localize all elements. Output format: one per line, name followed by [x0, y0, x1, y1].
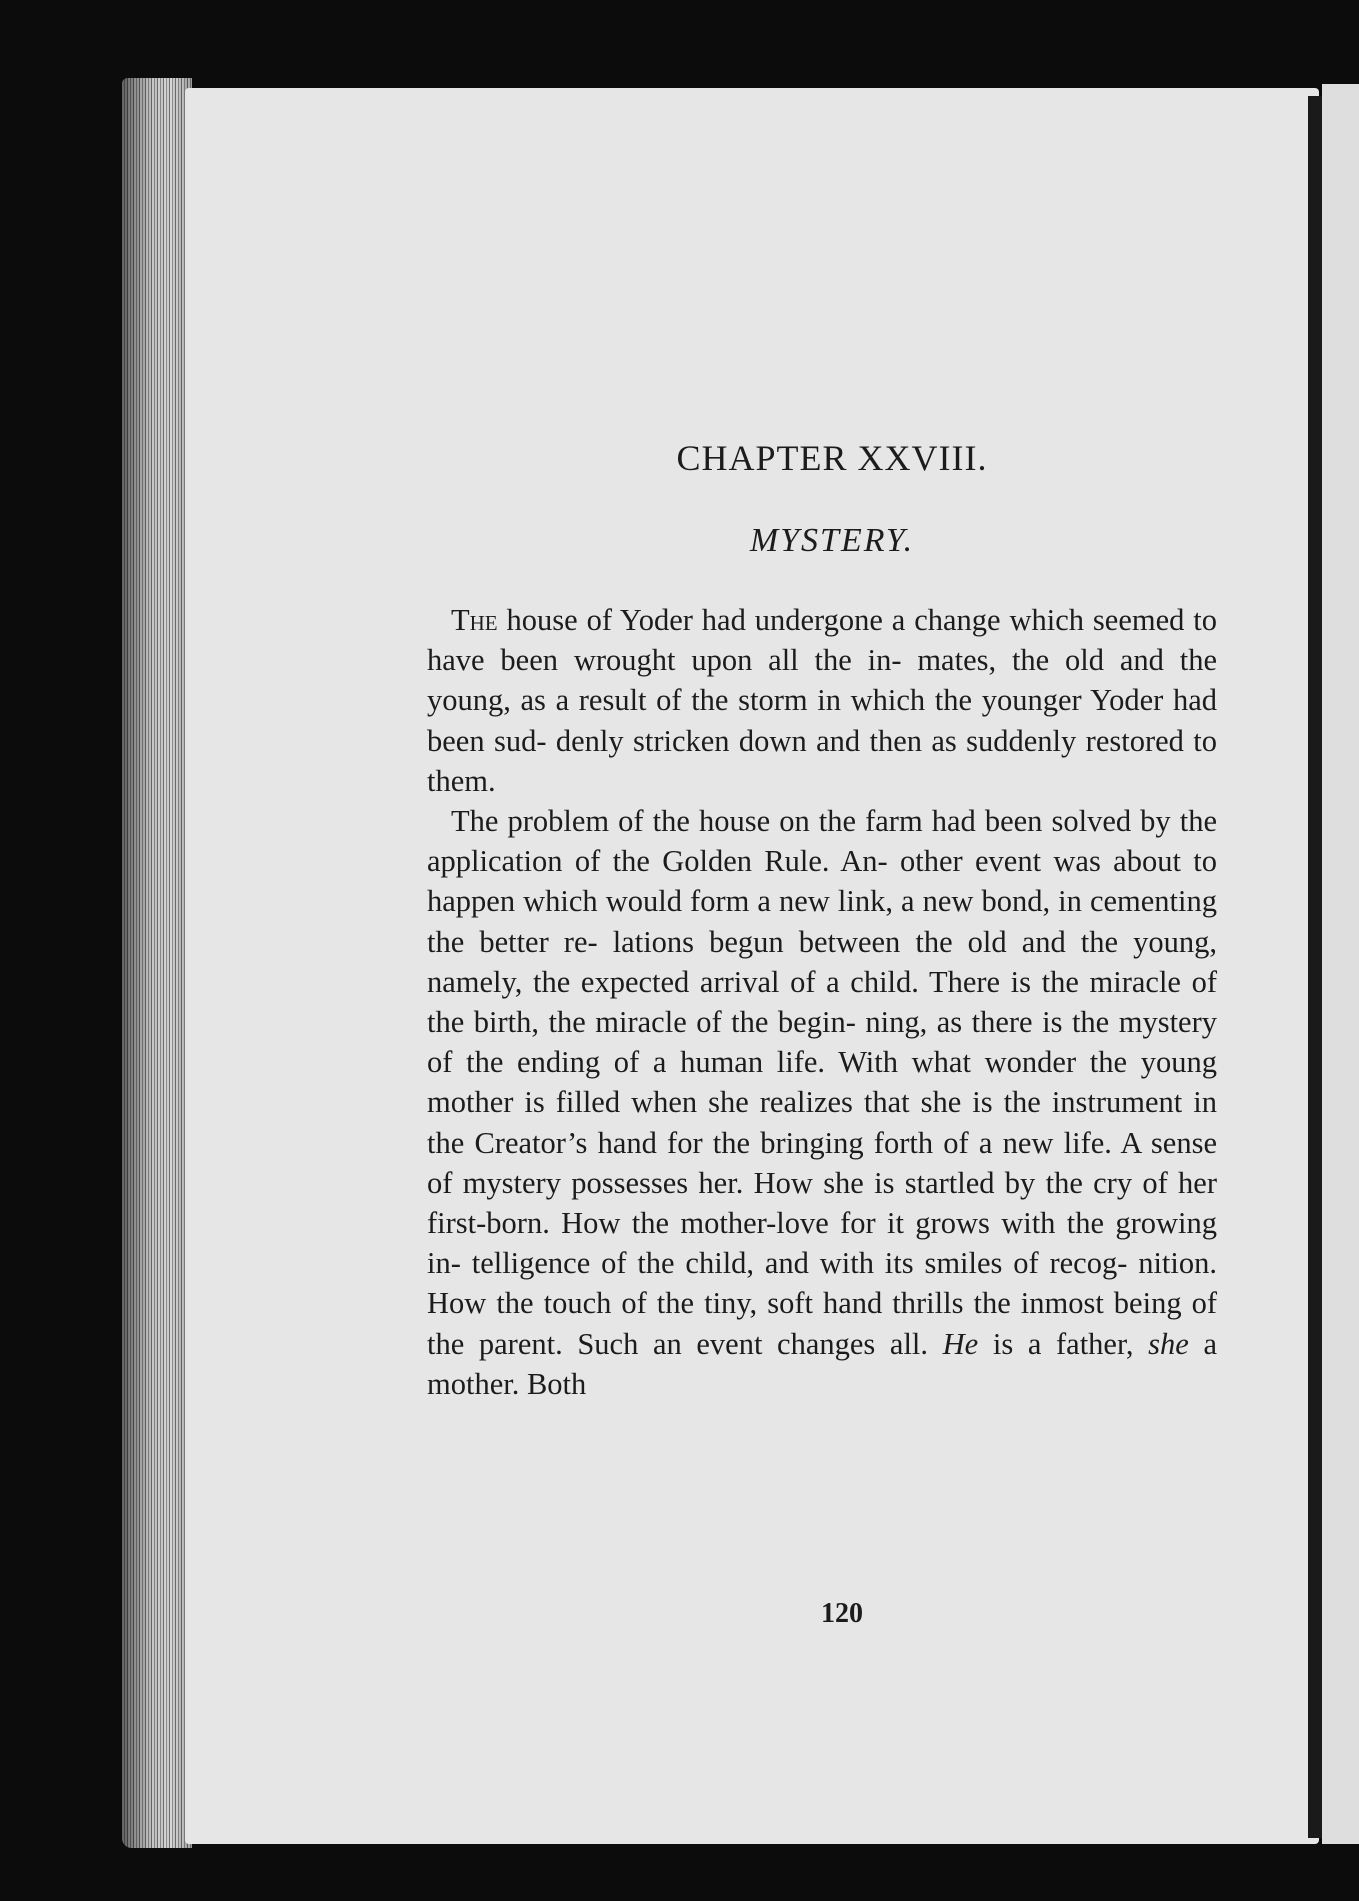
paragraph-2-text-c: a mother. Both: [427, 1326, 1217, 1401]
facing-page-edge: [1322, 84, 1359, 1844]
paragraph-1-text: house of Yoder had undergone a change which seemed to have been wrought upon all the in- mates, the old and the young, as a result of the storm in which the younger Yoder had been sud- denly stricken down and then as suddenly restored to them.: [427, 603, 1217, 798]
paragraph-2: [427, 801, 1217, 1404]
chapter-heading: CHAPTER XXVIII.: [676, 438, 988, 478]
book-gutter: [1308, 96, 1322, 1838]
paragraph-1: [427, 600, 1217, 801]
page-edges-shadow: [122, 78, 192, 1848]
chapter-body: [427, 600, 1217, 1404]
emphasis-she: she: [1148, 1326, 1189, 1361]
drop-word: The: [451, 603, 498, 637]
emphasis-he: He: [942, 1326, 979, 1361]
chapter-title: MYSTERY.: [749, 522, 915, 559]
page-text-block: [427, 438, 1217, 1629]
paragraph-2-text-b: is a father,: [978, 1326, 1149, 1361]
page-number: 120: [821, 1598, 863, 1629]
paragraph-2-text-a: The problem of the house on the farm had been solved by the application of the Golden Rule. An- other event was about to happen which would form a new link, a new bond, in cementing the better re- lations begun between the old and the young, namely, the expected arrival of a child. There is the miracle of the birth, the miracle of the begin- ning, as there is the mystery of the ending of a human life. With what wonder the young mother is filled when she realizes that she is the instrument in the Creator’s hand for the bringing forth of a new life. A sense of mystery possesses her. How she is startled by the cry of her first-born. How the mother-love for it grows with the growing in- telligence of the child, and with its smiles of recog- nition. How the touch of the tiny, soft hand thrills the inmost being of the parent. Such an event changes all.: [427, 804, 1217, 1361]
